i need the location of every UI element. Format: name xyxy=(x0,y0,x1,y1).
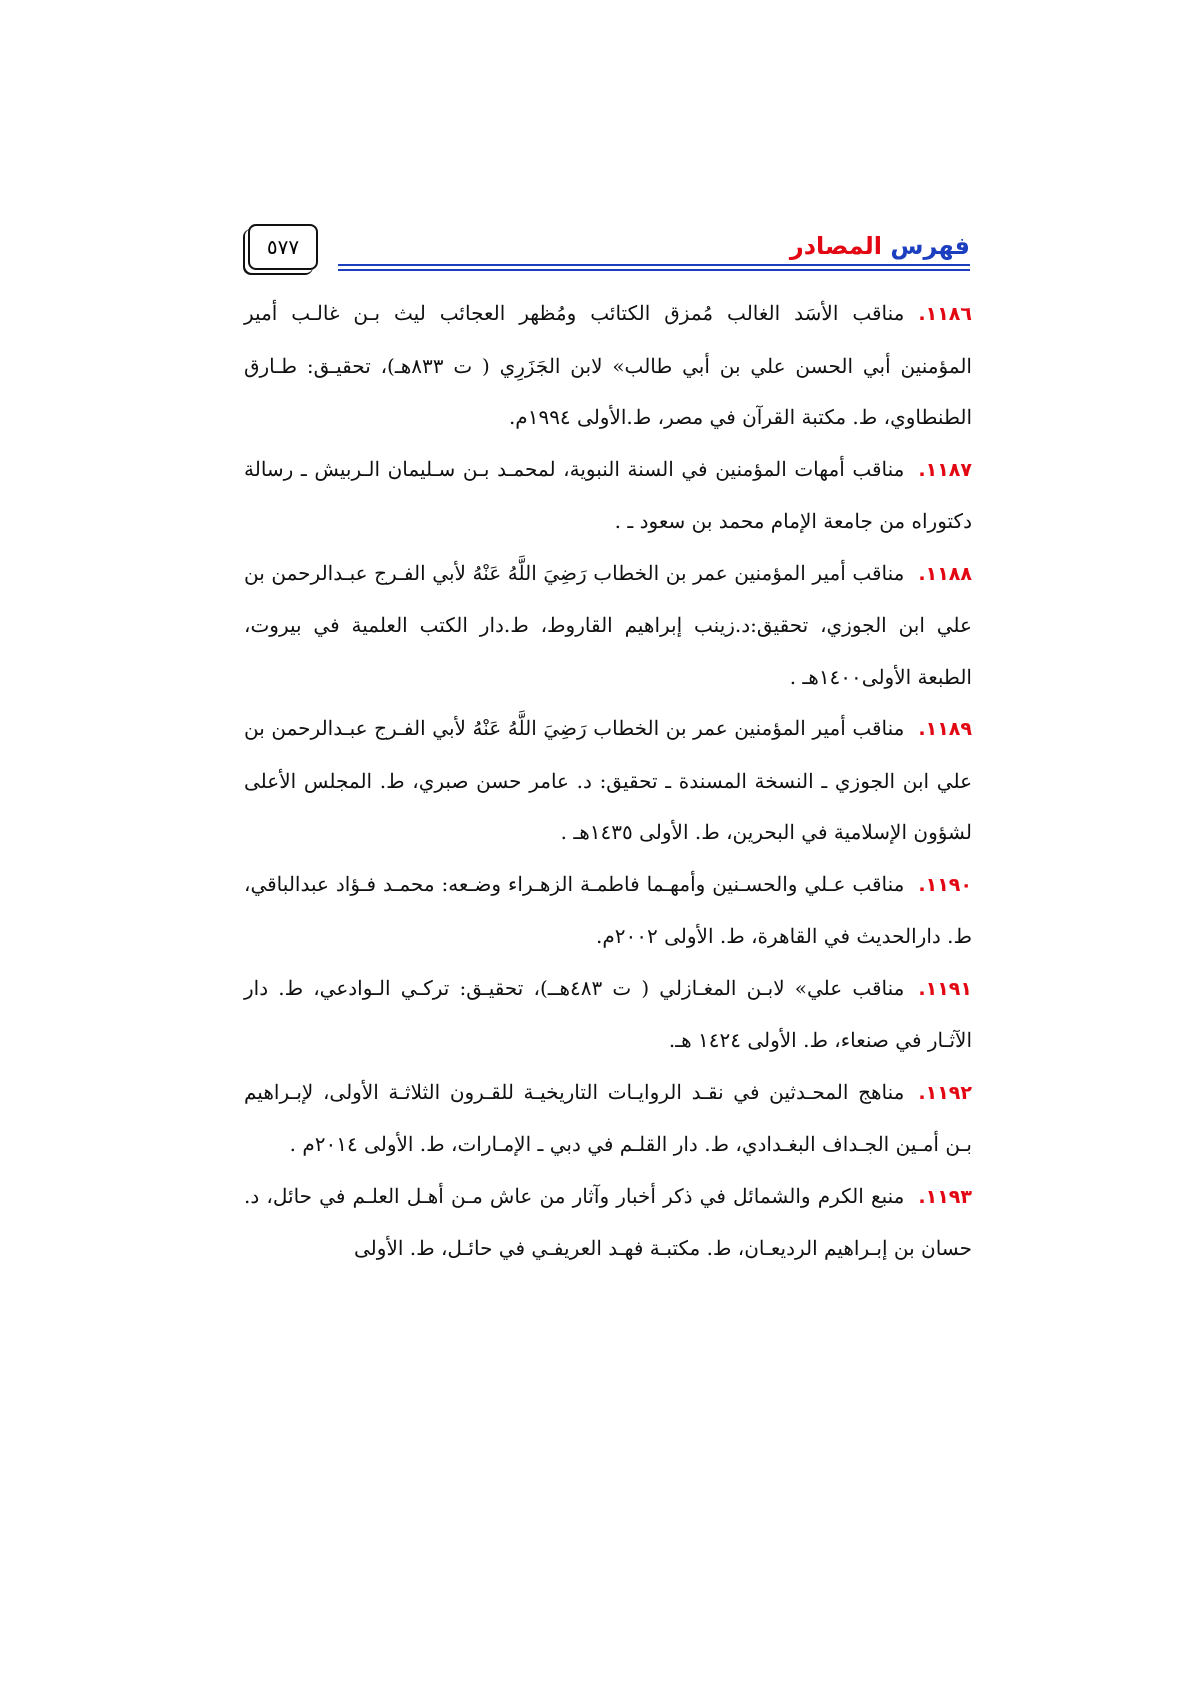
bibliography-entry xyxy=(244,703,972,859)
bibliography-entry xyxy=(244,444,972,548)
entry-text: مناقب أمير المؤمنين عمر بن الخطاب رَضِيَ اللَّهُ عَنْهُ لأبي الفـرج عبـدالرحمن بن علي ابن الجوزي، تحقيق:د.زينب إبراهيم القاروط، ط.دار الكتب العلمية في بيروت، الطبعة الأولى١٤٠٠هـ . xyxy=(244,560,972,689)
bibliography-entry xyxy=(244,1171,972,1275)
entry-number: ١١٨٦. xyxy=(918,303,972,325)
entry-text: مناقب عـلي والحسـنين وأمهـما فاطمـة الزهـراء وضـعه: محمـد فـؤاد عبدالباقي، ط. دارالحديث في القاهرة، ط. الأولى ٢٠٠٢م. xyxy=(244,871,972,948)
entry-text: مناقب علي» لابـن المغـازلي ( ت ٤٨٣هــ)، تحقيـق: تركـي الـوادعي، ط. دار الآثـار في صنعاء، ط. الأولى ١٤٢٤ هـ. xyxy=(244,975,972,1052)
page-number: ٥٧٧ xyxy=(248,224,318,270)
entry-number: ١١٩٠. xyxy=(918,873,972,896)
entry-number: ١١٩١. xyxy=(918,977,972,1000)
page-header xyxy=(248,222,970,280)
bibliography-entry xyxy=(244,548,972,704)
page-title-part1: فهرس xyxy=(890,232,970,260)
entry-number: ١١٨٨. xyxy=(918,562,972,585)
entry-number: ١١٨٩. xyxy=(918,718,972,740)
entry-number: ١١٨٧. xyxy=(918,458,972,481)
header-double-rule xyxy=(338,264,970,271)
entry-number: ١١٩٢. xyxy=(918,1081,972,1104)
entry-text: مناهج المحـدثين في نقـد الروايـات التاريخيـة للقـرون الثلاثـة الأولى، لإبـراهيم بـن أمـين الجـداف البغـدادي، ط. دار القلـم في دبي ـ الإمـارات، ط. الأولى ٢٠١٤م . xyxy=(244,1079,972,1156)
entry-text: منبع الكرم والشمائل في ذكر أخبار وآثار من عاش مـن أهـل العلـم في حائل، د. حسان بن إبـراهيم الرديعـان، ط. مكتبـة فهـد العريفـي في حائـل، ط. الأولى xyxy=(244,1183,972,1260)
bibliography-entry xyxy=(244,963,972,1067)
entry-text: مناقب أمير المؤمنين عمر بن الخطاب رَضِيَ اللَّهُ عَنْهُ لأبي الفـرج عبـدالرحمن بن علي ابن الجوزي ـ النسخة المسندة ـ تحقيق: د. عامر حسن صبري، ط. المجلس الأعلى لشؤون الإسلامية في البحرين، ط. الأولى ١٤٣٥هـ . xyxy=(244,716,973,844)
entry-text: مناقب الأسَد الغالب مُمزق الكتائب ومُظهر العجائب ليث بـن غالـب أمير المؤمنين أبي الحسن علي بن أبي طالب» لابن الجَزَرِي ( ت ٨٣٣هـ)، تحقيـق: طـارق الطنطاوي، ط. مكتبة القرآن في مصر، ط.الأولى ١٩٩٤م. xyxy=(244,301,972,429)
bibliography-list xyxy=(244,288,972,1275)
bibliography-entry xyxy=(244,288,972,444)
page-title xyxy=(790,232,970,260)
entry-text: مناقب أمهات المؤمنين في السنة النبوية، لمحمـد بـن سـليمان الـربيش ـ رسالة دكتوراه من جامعة الإمام محمد بن سعود ـ . xyxy=(244,456,972,533)
bibliography-entry xyxy=(244,1067,972,1171)
bibliography-entry xyxy=(244,859,972,963)
page-title-part2: المصادر xyxy=(789,232,883,260)
entry-number: ١١٩٣. xyxy=(918,1185,972,1208)
